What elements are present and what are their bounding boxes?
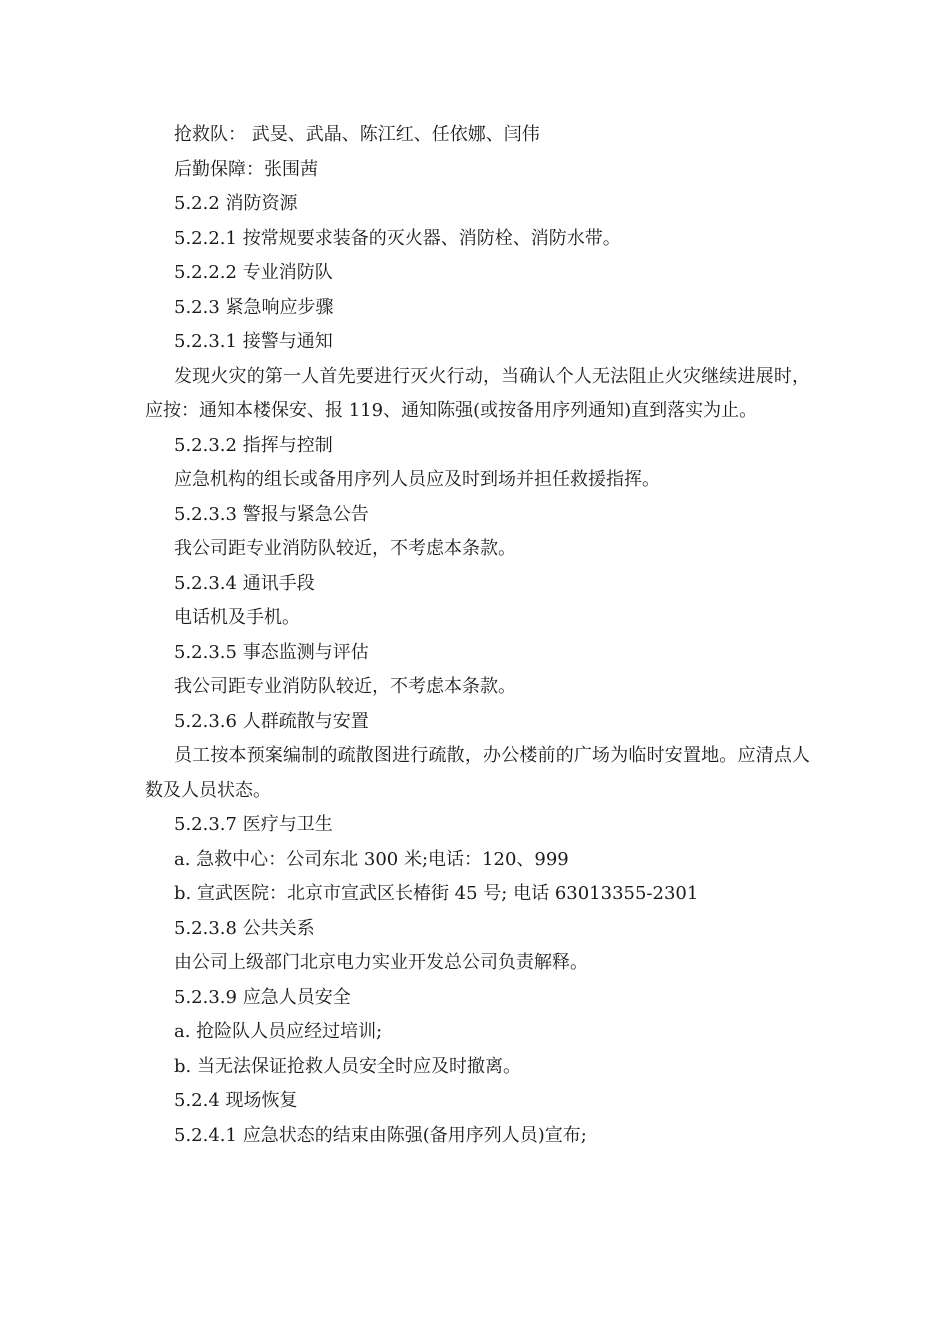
heading-5-2-4: 5.2.4 现场恢复 <box>174 1090 298 1111</box>
paragraph-public-relations: 由公司上级部门北京电力实业开发总公司负责解释。 <box>174 952 588 973</box>
heading-5-2-3-9: 5.2.3.9 应急人员安全 <box>174 986 351 1008</box>
paragraph-monitoring: 我公司距专业消防队较近，不考虑本条款。 <box>174 676 516 697</box>
heading-5-2-2: 5.2.2 消防资源 <box>174 193 298 214</box>
paragraph-communication: 电话机及手机。 <box>174 607 300 628</box>
document-body <box>145 118 810 1153</box>
heading-5-2-3-6: 5.2.3.6 人群疏散与安置 <box>174 710 369 732</box>
heading-5-2-3-8: 5.2.3.8 公共关系 <box>174 917 315 939</box>
heading-5-2-4-1: 5.2.4.1 应急状态的结束由陈强(备用序列人员)宣布; <box>174 1124 587 1146</box>
heading-5-2-3-5: 5.2.3.5 事态监测与评估 <box>174 641 369 663</box>
paragraph-withdrawal: b. 当无法保证抢救人员安全时应及时撤离。 <box>174 1055 521 1077</box>
heading-5-2-3-4: 5.2.3.4 通讯手段 <box>174 572 315 594</box>
paragraph-emergency-center: a. 急救中心：公司东北 300 米;电话：120、999 <box>174 848 569 870</box>
heading-5-2-3-7: 5.2.3.7 医疗与卫生 <box>174 814 333 835</box>
paragraph-hospital: b. 宣武医院：北京市宣武区长椿街 45 号; 电话 63013355-2301 <box>174 883 699 904</box>
paragraph-evacuation: 员工按本预案编制的疏散图进行疏散，办公楼前的广场为临时安置地。应清点人数及人员状态。 <box>145 745 810 801</box>
paragraph-alarm-public: 我公司距专业消防队较近，不考虑本条款。 <box>174 538 516 559</box>
heading-5-2-2-2: 5.2.2.2 专业消防队 <box>174 262 333 283</box>
paragraph-command: 应急机构的组长或备用序列人员应及时到场并担任救援指挥。 <box>174 469 660 490</box>
paragraph-training: a. 抢险队人员应经过培训; <box>174 1021 383 1042</box>
heading-5-2-2-1: 5.2.2.1 按常规要求装备的灭火器、消防栓、消防水带。 <box>174 227 621 249</box>
heading-5-2-3-3: 5.2.3.3 警报与紧急公告 <box>174 503 369 525</box>
heading-5-2-3: 5.2.3 紧急响应步骤 <box>174 296 334 318</box>
paragraph-alarm-notice: 发现火灾的第一人首先要进行灭火行动，当确认个人无法阻止火灾继续进展时，应按：通知本楼保安、报 119、通知陈强(或按备用序列通知)直到落实为止。 <box>145 365 810 421</box>
heading-5-2-3-1: 5.2.3.1 接警与通知 <box>174 331 333 352</box>
heading-5-2-3-2: 5.2.3.2 指挥与控制 <box>174 434 333 456</box>
paragraph-rescue-team: 抢救队： 武旻、武晶、陈江红、任依娜、闫伟 <box>174 124 540 145</box>
paragraph-logistics: 后勤保障：张围茜 <box>174 158 318 180</box>
